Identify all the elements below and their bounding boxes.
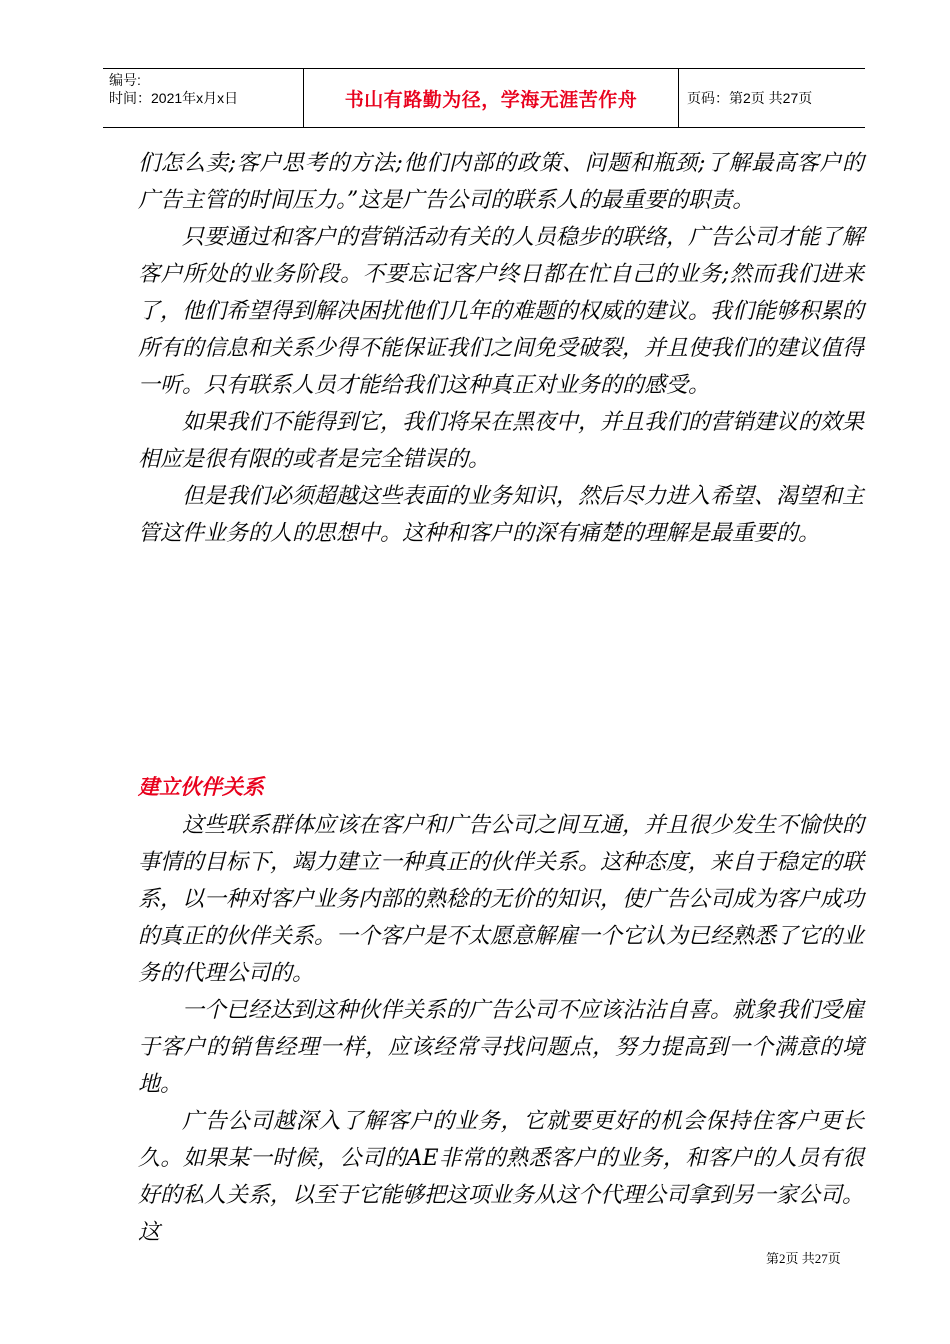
paragraph: 一个已经达到这种伙伴关系的广告公司不应该沾沾自喜。就象我们受雇于客户的销售经理一样，应该经常寻找问题点，努力提高到一个满意的境地。 [138, 998, 865, 1097]
paragraph: 广告公司越深入了解客户的业务，它就要更好的机会保持住客户更长久。如果某一时候，公司的AE非常的熟悉客户的业务，和客户的人员有很好的私人关系，以至于它能够把这项业务从这个代理公司拿到另一家公司。这 [138, 1109, 865, 1245]
document-number-label: 编号: [109, 72, 141, 88]
header-motto: 书山有路勤为径，学海无涯苦作舟 [344, 88, 638, 111]
document-date: 时间：2021年x月x日 [109, 90, 239, 106]
body-text-top [138, 145, 864, 552]
header-meta-cell [103, 69, 304, 127]
paragraph: 只要通过和客户的营销活动有关的人员稳步的联络，广告公司才能了解客户所处的业务阶段。不要忘记客户终日都在忙自己的业务;然而我们进来了，他们希望得到解决困扰他们几年的难题的权威的建议。我们能够积累的所有的信息和关系少得不能保证我们之间免受破裂，并且使我们的建议值得一听。只有联系人员才能给我们这种真正对业务的的感受。 [138, 225, 865, 398]
body-text-bottom [138, 807, 864, 1251]
paragraph: 们怎么卖;客户思考的方法;他们内部的政策、问题和瓶颈;了解最高客户的广告主管的时间压力。”这是广告公司的联系人的最重要的职责。 [138, 151, 864, 213]
paragraph: 如果我们不能得到它，我们将呆在黑夜中，并且我们的营销建议的效果相应是很有限的或者是完全错误的。 [138, 410, 865, 472]
paragraph: 这些联系群体应该在客户和广告公司之间互通，并且很少发生不愉快的事情的目标下，竭力建立一种真正的伙伴关系。这种态度，来自于稳定的联系，以一种对客户业务内部的熟稔的无价的知识，使广告公司成为客户成功的真正的伙伴关系。一个客户是不太愿意解雇一个它认为已经熟悉了它的业务的代理公司的。 [138, 813, 865, 986]
section-heading: 建立伙伴关系 [138, 775, 264, 799]
paragraph: 但是我们必须超越这些表面的业务知识，然后尽力进入希望、渴望和主管这件业务的人的思想中。这种和客户的深有痛楚的理解是最重要的。 [138, 484, 865, 546]
header-motto-cell [304, 69, 679, 127]
page-footer: 第2页 共27页 [766, 1251, 841, 1266]
header-page-number: 页码：第2页 共27页 [687, 90, 813, 106]
header-page-cell [679, 69, 865, 127]
page-header [103, 68, 865, 128]
